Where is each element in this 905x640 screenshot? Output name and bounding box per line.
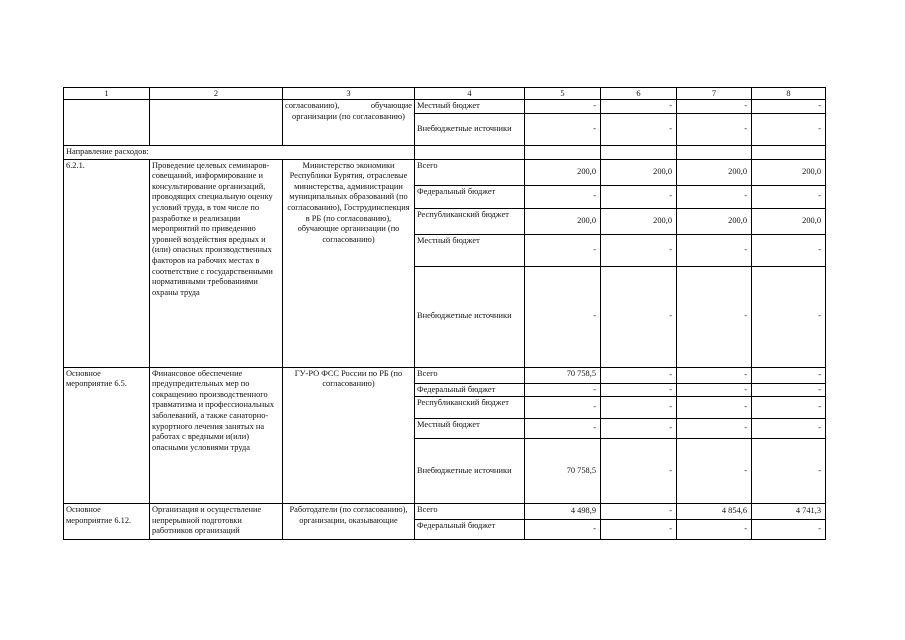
funding-source: Внебюджетные источники [415,266,525,367]
value-cell: - [601,114,677,146]
name-cell: Проведение целевых семинаров-совещаний, информирование и консультирование организаций, проводящих специальную оценку условий труда, в том числе по разработке и реализации мероприятий по приведению уровней воздействия вредных и (или) опасных производственных факторов на рабочих местах в соответствие с государственными нормативными требованиями охраны труда [150,159,283,367]
empty-cell [752,146,826,160]
value-cell: - [525,185,601,208]
value-cell: 200,0 [677,159,752,185]
value-cell: - [752,185,826,208]
table-row [64,367,826,383]
value-cell: - [677,234,752,266]
value-cell: 70 758,5 [525,439,601,504]
value-cell: - [601,383,677,397]
value-cell: - [677,520,752,540]
funding-source: Местный бюджет [415,100,525,114]
value-cell: - [677,266,752,367]
value-cell: - [752,234,826,266]
executors-cell: Министерство экономики Республики Бурятия, отраслевые министерства, администрации муниципальных образований (по согласованию), Гострудинспекция в РБ (по согласованию), обучающие организации (по согласованию) [283,159,415,367]
value-cell: - [677,439,752,504]
column-number: 4 [415,88,525,100]
value-cell: - [677,419,752,439]
value-cell: - [601,419,677,439]
value-cell: 200,0 [677,208,752,234]
value-cell: 200,0 [525,159,601,185]
value-cell: - [752,100,826,114]
funding-source: Всего [415,159,525,185]
funding-source: Республиканский бюджет [415,397,525,419]
value-cell: - [601,367,677,383]
executors-cell: согласованию), обучающие организации (по согласованию) [283,100,415,146]
value-cell: - [752,520,826,540]
value-cell: 4 498,9 [525,504,601,520]
funding-source: Федеральный бюджет [415,185,525,208]
value-cell: - [525,266,601,367]
column-number-row [64,88,826,100]
value-cell: - [601,234,677,266]
value-cell: - [752,397,826,419]
value-cell: - [525,100,601,114]
value-cell: 4 854,6 [677,504,752,520]
column-number: 3 [283,88,415,100]
value-cell: 200,0 [752,208,826,234]
value-cell: - [677,100,752,114]
code-cell: 6.2.1. [64,159,150,367]
value-cell: - [601,100,677,114]
value-cell: - [525,234,601,266]
value-cell: 200,0 [601,208,677,234]
empty-cell [525,146,601,160]
name-cell: Финансовое обеспечение предупредительных мер по сокращению производственного травматизма и профессиональных заболеваний, а также санаторно-курортного лечения занятых на работах с вредными и(или) опасными условиями труда [150,367,283,504]
executors-cell: Работодатели (по согласованию), организации, оказывающие [283,504,415,540]
value-cell: - [677,114,752,146]
name-cell: Организация и осуществление непрерывной подготовки работников организаций [150,504,283,540]
value-cell: 4 741,3 [752,504,826,520]
column-number: 6 [601,88,677,100]
table-row [64,504,826,520]
value-cell: - [752,439,826,504]
value-cell: - [677,367,752,383]
column-number: 7 [677,88,752,100]
value-cell: - [752,367,826,383]
empty-cell [677,146,752,160]
empty-cell [601,146,677,160]
value-cell: - [525,520,601,540]
funding-source: Республиканский бюджет [415,208,525,234]
funding-source: Федеральный бюджет [415,383,525,397]
value-cell: - [752,114,826,146]
funding-source: Внебюджетные источники [415,114,525,146]
value-cell: 200,0 [601,159,677,185]
value-cell: 70 758,5 [525,367,601,383]
funding-source: Внебюджетные источники [415,439,525,504]
column-number: 8 [752,88,826,100]
value-cell: 200,0 [525,208,601,234]
value-cell: - [677,185,752,208]
name-cell [150,100,283,146]
table-row [64,159,826,185]
value-cell: - [601,504,677,520]
table-row [64,100,826,114]
value-cell: - [601,397,677,419]
value-cell: - [752,266,826,367]
section-row [64,146,826,160]
value-cell: - [601,185,677,208]
section-title: Направление расходов: [64,146,415,160]
funding-source: Местный бюджет [415,419,525,439]
value-cell: - [525,114,601,146]
value-cell: 200,0 [752,159,826,185]
value-cell: - [601,266,677,367]
code-cell [64,100,150,146]
code-cell: Основное мероприятие 6.5. [64,367,150,504]
column-number: 2 [150,88,283,100]
funding-source: Местный бюджет [415,234,525,266]
value-cell: - [752,383,826,397]
column-number: 5 [525,88,601,100]
value-cell: - [525,397,601,419]
value-cell: - [525,419,601,439]
executors-cell: ГУ-РО ФСС России по РБ (по согласованию) [283,367,415,504]
value-cell: - [525,383,601,397]
funding-source: Федеральный бюджет [415,520,525,540]
column-number: 1 [64,88,150,100]
code-cell: Основное мероприятие 6.12. [64,504,150,540]
value-cell: - [601,520,677,540]
empty-cell [415,146,525,160]
funding-source: Всего [415,504,525,520]
value-cell: - [752,419,826,439]
value-cell: - [601,439,677,504]
value-cell: - [677,397,752,419]
budget-table [63,87,826,540]
value-cell: - [677,383,752,397]
funding-source: Всего [415,367,525,383]
